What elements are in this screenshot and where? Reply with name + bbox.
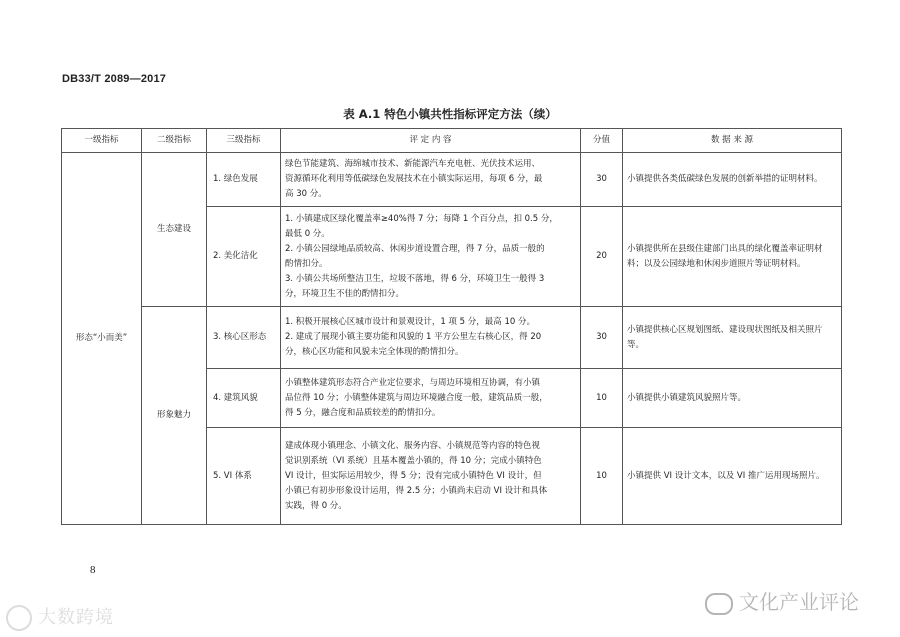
- source-cell: [623, 153, 842, 207]
- watermark-left-text: 大数跨境: [38, 607, 114, 628]
- table-caption: 表 A.1 特色小镇共性指标评定方法（续）: [343, 107, 557, 121]
- content-cell: [281, 307, 581, 369]
- content-line: 觉识别系统（VI 系统）且基本覆盖小镇的，得 10 分；完成小镇特色: [285, 455, 542, 466]
- level3-cell: 5. VI 体系: [207, 428, 281, 525]
- watermark-right: [705, 586, 859, 615]
- watermark-left: [6, 603, 114, 631]
- content-line: 品位得 10 分；小镇整体建筑与周边环境融合度一般，建筑品质一般，: [285, 392, 548, 403]
- watermark-right-text: 文化产业评论: [739, 590, 859, 614]
- content-line: 资源循环化利用等低碳绿色发展技术在小镇实际运用，每项 6 分，最: [285, 174, 543, 184]
- score-cell: 20: [581, 207, 623, 307]
- header-content: 评 定 内 容: [281, 129, 581, 153]
- content-line: 实践，得 0 分。: [285, 500, 347, 511]
- watermark-logo-icon: [6, 605, 32, 631]
- content-line: 酌情扣分。: [285, 258, 328, 269]
- document-number: DB33/T 2089—2017: [62, 73, 167, 85]
- header-level1: 一级指标: [62, 129, 142, 153]
- source-line: 等。: [627, 339, 645, 350]
- level2-cell-ecology: 生态建设: [142, 153, 207, 307]
- page-number: 8: [90, 564, 96, 576]
- level1-cell: 形态“小而美”: [62, 153, 142, 525]
- content-line: 最低 0 分。: [285, 228, 330, 239]
- source-cell: [623, 428, 842, 525]
- level3-cell: 3. 核心区形态: [207, 307, 281, 369]
- indicator-table: [61, 128, 842, 525]
- content-line: 小镇已有初步形象设计运用，得 2.5 分；小镇尚未启动 VI 设计和具体: [285, 485, 548, 496]
- wechat-icon: [705, 593, 733, 615]
- score-cell: 30: [581, 307, 623, 369]
- score-cell: 10: [581, 369, 623, 428]
- content-line: 3. 小镇公共场所整洁卫生，垃圾不落地，得 6 分，环境卫生一般得 3: [285, 273, 545, 284]
- header-level2: 二级指标: [142, 129, 207, 153]
- content-line: 2. 建成了展现小镇主要功能和风貌的 1 平方公里左右核心区，得 20: [285, 332, 542, 342]
- source-line: 小镇提供小镇建筑风貌照片等。: [627, 392, 747, 403]
- table-row: [62, 307, 842, 369]
- header-source: 数 据 来 源: [623, 129, 842, 153]
- source-cell: [623, 207, 842, 307]
- table-header-row: [62, 129, 842, 153]
- content-line: 2. 小镇公园绿地品质较高、休闲步道设置合理，得 7 分，品质一般的: [285, 243, 545, 254]
- score-cell: 30: [581, 153, 623, 207]
- content-line: 建成体现小镇理念、小镇文化、服务内容、小镇规范等内容的特色视: [285, 440, 541, 451]
- content-line: 得 5 分，融合度和品质较差的酌情扣分。: [285, 407, 441, 418]
- source-cell: [623, 307, 842, 369]
- content-cell: [281, 428, 581, 525]
- header-score: 分值: [581, 129, 623, 153]
- content-line: 1. 小镇建成区绿化覆盖率≥40%得 7 分；每降 1 个百分点，扣 0.5 分，: [285, 213, 558, 224]
- source-cell: [623, 369, 842, 428]
- content-cell: [281, 369, 581, 428]
- content-cell: [281, 207, 581, 307]
- source-line: 小镇提供各类低碳绿色发展的创新举措的证明材料。: [627, 174, 823, 184]
- score-cell: 10: [581, 428, 623, 525]
- table-row: [62, 153, 842, 207]
- content-line: 分，核心区功能和风貌未完全体现的酌情扣分。: [285, 347, 464, 357]
- content-line: 1. 积极开展核心区城市设计和景观设计，1 项 5 分，最高 10 分。: [285, 317, 535, 327]
- content-line: 分，环境卫生不佳的酌情扣分。: [285, 288, 405, 299]
- level3-cell: 1. 绿色发展: [207, 153, 281, 207]
- content-cell: [281, 153, 581, 207]
- source-line: 小镇提供所在县级住建部门出具的绿化覆盖率证明材: [627, 243, 823, 254]
- level3-cell: 2. 美化洁化: [207, 207, 281, 307]
- level3-cell: 4. 建筑风貌: [207, 369, 281, 428]
- header-level3: 三级指标: [207, 129, 281, 153]
- content-line: 高 30 分。: [285, 189, 327, 199]
- source-line: 小镇提供 VI 设计文本，以及 VI 推广运用现场照片。: [627, 470, 825, 481]
- level2-cell-image: 形象魅力: [142, 307, 207, 525]
- content-line: VI 设计，但实际运用较少，得 5 分；没有完成小镇特色 VI 设计，但: [285, 470, 542, 481]
- content-line: 小镇整体建筑形态符合产业定位要求，与周边环境相互协调，有小镇: [285, 377, 541, 388]
- source-line: 料；以及公园绿地和休闲步道照片等证明材料。: [627, 258, 806, 269]
- content-line: 绿色节能建筑、海绵城市技术、新能源汽车充电桩、光伏技术运用、: [285, 159, 541, 169]
- source-line: 小镇提供核心区规划图纸、建设现状图纸及相关照片: [627, 324, 823, 335]
